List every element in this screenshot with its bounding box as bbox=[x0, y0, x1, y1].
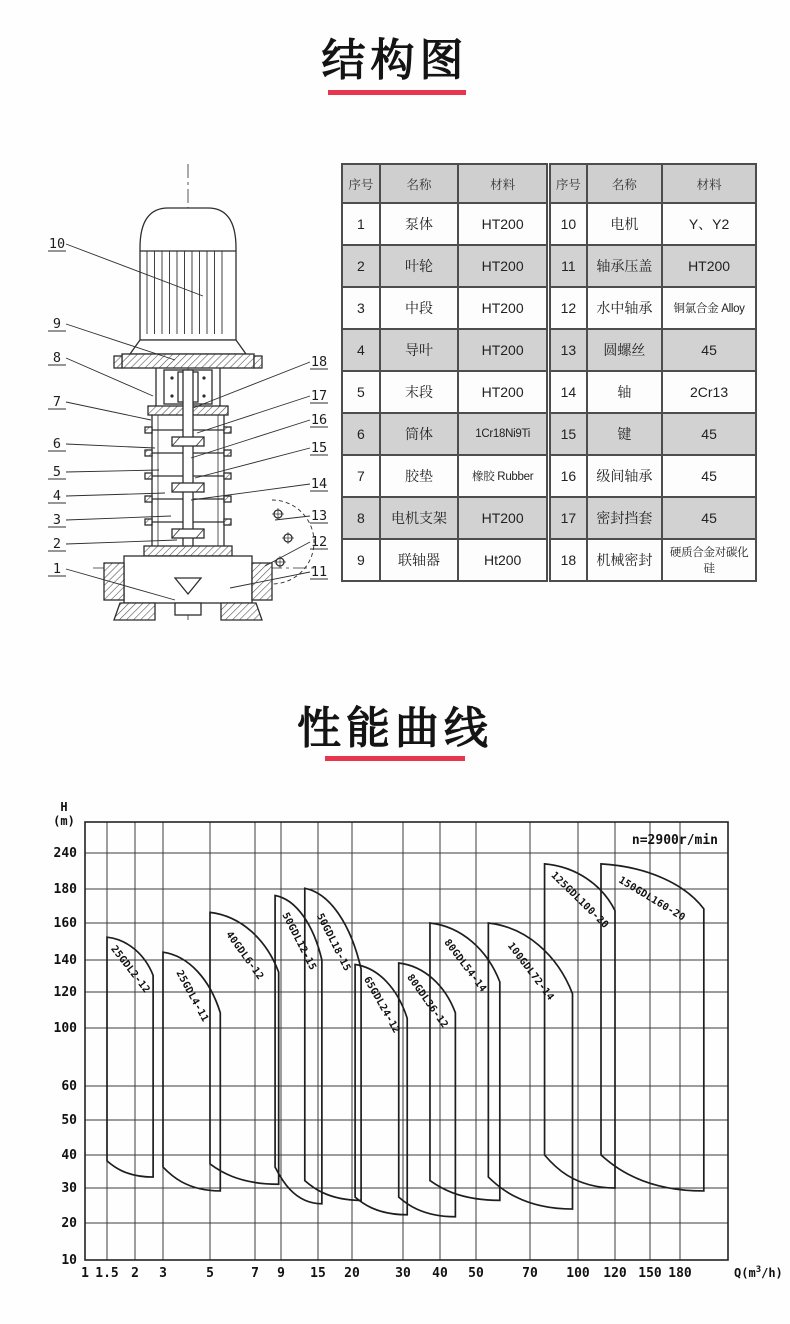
pump-curve-region bbox=[545, 864, 615, 1188]
table-row bbox=[342, 245, 547, 287]
y-axis-labels bbox=[54, 846, 78, 1268]
table-row bbox=[550, 245, 756, 287]
curve-label: 100GDL72-14 bbox=[505, 940, 556, 1003]
pump-curves bbox=[107, 864, 704, 1217]
table-row bbox=[342, 203, 547, 245]
curve-label: 65GDL24-12 bbox=[361, 974, 402, 1036]
pump-curve-region bbox=[601, 864, 704, 1191]
table-cell: 圆螺丝 bbox=[587, 329, 662, 371]
table-cell: 橡胶 Rubber bbox=[458, 455, 547, 497]
svg-text:10: 10 bbox=[61, 1253, 77, 1268]
table-row bbox=[550, 497, 756, 539]
part-number-label: 17 bbox=[310, 388, 328, 404]
svg-text:140: 140 bbox=[53, 953, 77, 968]
table-cell: 12 bbox=[550, 287, 587, 329]
curve-label: 25GDL4-11 bbox=[173, 968, 211, 1024]
part-number-label: 15 bbox=[310, 440, 328, 456]
svg-text:100: 100 bbox=[53, 1021, 77, 1036]
table-cell: 15 bbox=[550, 413, 587, 455]
pump-drawing bbox=[93, 164, 315, 620]
table-cell: HT200 bbox=[458, 497, 547, 539]
column-header: 序号 bbox=[342, 164, 380, 203]
svg-text:H: H bbox=[60, 800, 68, 814]
table-row bbox=[550, 329, 756, 371]
svg-text:50: 50 bbox=[61, 1113, 77, 1128]
svg-text:120: 120 bbox=[603, 1266, 627, 1281]
table-cell: 叶轮 bbox=[380, 245, 459, 287]
table-row bbox=[550, 371, 756, 413]
table-cell: 硬质合金对碳化硅 bbox=[662, 539, 756, 581]
curve-label: 50GDL18-15 bbox=[313, 911, 353, 974]
curve-label: 150GDL160-20 bbox=[616, 874, 687, 924]
x-axis-title: $Q(m^3/h)$ bbox=[734, 1265, 783, 1280]
table-cell: HT200 bbox=[458, 203, 547, 245]
table-cell: 9 bbox=[342, 539, 380, 581]
table-cell: HT200 bbox=[662, 245, 756, 287]
part-number-label: 1 bbox=[52, 561, 62, 577]
table-cell: 16 bbox=[550, 455, 587, 497]
table-cell: 14 bbox=[550, 371, 587, 413]
svg-text:150: 150 bbox=[638, 1266, 662, 1281]
table-cell: 机械密封 bbox=[587, 539, 662, 581]
svg-text:120: 120 bbox=[53, 985, 77, 1000]
curve-label: 50GDL12-15 bbox=[279, 910, 318, 973]
table-cell: 8 bbox=[342, 497, 380, 539]
curve-label: 80GDL54-14 bbox=[441, 937, 489, 995]
svg-text:9: 9 bbox=[277, 1266, 285, 1281]
table-cell: 中段 bbox=[380, 287, 459, 329]
table-cell: 17 bbox=[550, 497, 587, 539]
svg-text:7: 7 bbox=[251, 1266, 259, 1281]
table-cell: 铜氯合金 Alloy bbox=[662, 287, 756, 329]
table-cell: 泵体 bbox=[380, 203, 459, 245]
part-number-label: 14 bbox=[310, 476, 328, 492]
part-number-label: 8 bbox=[52, 350, 62, 366]
parts-table-right bbox=[549, 163, 757, 582]
svg-text:70: 70 bbox=[522, 1266, 538, 1281]
table-cell: 13 bbox=[550, 329, 587, 371]
part-number-label: 7 bbox=[52, 394, 62, 410]
table-cell: 3 bbox=[342, 287, 380, 329]
table-cell: 水中轴承 bbox=[587, 287, 662, 329]
part-number-label: 3 bbox=[52, 512, 62, 528]
table-cell: 2 bbox=[342, 245, 380, 287]
part-number-label: 6 bbox=[52, 436, 62, 452]
svg-text:40: 40 bbox=[61, 1148, 77, 1163]
table-cell: 筒体 bbox=[380, 413, 459, 455]
part-number-label: 2 bbox=[52, 536, 62, 552]
table-cell: 45 bbox=[662, 329, 756, 371]
table-cell: 45 bbox=[662, 455, 756, 497]
column-header: 材料 bbox=[458, 164, 547, 203]
performance-title: 性能曲线 bbox=[297, 704, 493, 753]
table-cell: 1Cr18Ni9Ti bbox=[458, 413, 547, 455]
table-cell: 18 bbox=[550, 539, 587, 581]
svg-text:50: 50 bbox=[468, 1266, 484, 1281]
svg-text:1.5: 1.5 bbox=[95, 1266, 119, 1281]
table-cell: 45 bbox=[662, 413, 756, 455]
table-cell: 联轴器 bbox=[380, 539, 459, 581]
svg-text:20: 20 bbox=[344, 1266, 360, 1281]
table-cell: HT200 bbox=[458, 329, 547, 371]
svg-text:160: 160 bbox=[53, 916, 77, 931]
table-row bbox=[550, 203, 756, 245]
x-axis-labels bbox=[81, 1266, 692, 1281]
performance-title-underline bbox=[325, 756, 465, 761]
table-row bbox=[342, 497, 547, 539]
table-row bbox=[342, 287, 547, 329]
table-cell: 轴 bbox=[587, 371, 662, 413]
curve-label: 80GDL36-12 bbox=[404, 972, 450, 1031]
column-header: 名称 bbox=[380, 164, 459, 203]
table-row bbox=[550, 413, 756, 455]
table-cell: 1 bbox=[342, 203, 380, 245]
table-row bbox=[342, 371, 547, 413]
table-cell: 11 bbox=[550, 245, 587, 287]
part-number-label: 18 bbox=[310, 354, 328, 370]
pump-structure-diagram bbox=[25, 148, 340, 630]
table-row bbox=[342, 413, 547, 455]
svg-text:(m): (m) bbox=[53, 814, 75, 828]
table-cell: HT200 bbox=[458, 371, 547, 413]
svg-text:180: 180 bbox=[53, 882, 77, 897]
table-cell: 2Cr13 bbox=[662, 371, 756, 413]
table-cell: 键 bbox=[587, 413, 662, 455]
svg-text:5: 5 bbox=[206, 1266, 214, 1281]
svg-text:20: 20 bbox=[61, 1216, 77, 1231]
svg-text:15: 15 bbox=[310, 1266, 326, 1281]
part-number-label: 9 bbox=[52, 316, 62, 332]
table-cell: 胶垫 bbox=[380, 455, 459, 497]
table-row bbox=[550, 539, 756, 581]
structure-title-underline bbox=[328, 90, 466, 95]
table-cell: 轴承压盖 bbox=[587, 245, 662, 287]
part-number-label: 4 bbox=[52, 488, 62, 504]
curve-label: 25GDL2-12 bbox=[108, 943, 152, 996]
column-header: 名称 bbox=[587, 164, 662, 203]
svg-text:180: 180 bbox=[668, 1266, 692, 1281]
svg-text:60: 60 bbox=[61, 1079, 77, 1094]
part-number-label: 16 bbox=[310, 412, 328, 428]
svg-text:30: 30 bbox=[61, 1181, 77, 1196]
part-number-label: 11 bbox=[310, 564, 328, 580]
table-cell: HT200 bbox=[458, 287, 547, 329]
part-number-label: 12 bbox=[310, 534, 328, 550]
y-axis-title bbox=[53, 800, 75, 828]
table-cell: 导叶 bbox=[380, 329, 459, 371]
svg-text:1: 1 bbox=[81, 1266, 89, 1281]
svg-text:240: 240 bbox=[53, 846, 77, 861]
structure-title: 结构图 bbox=[321, 36, 469, 85]
table-cell: 末段 bbox=[380, 371, 459, 413]
table-cell: 4 bbox=[342, 329, 380, 371]
svg-text:30: 30 bbox=[395, 1266, 411, 1281]
speed-annotation: n=2900r/min bbox=[631, 833, 718, 848]
table-cell: 级间轴承 bbox=[587, 455, 662, 497]
table-cell: 电机 bbox=[587, 203, 662, 245]
table-cell: 5 bbox=[342, 371, 380, 413]
table-cell: Ht200 bbox=[458, 539, 547, 581]
performance-chart bbox=[20, 795, 785, 1315]
table-cell: 10 bbox=[550, 203, 587, 245]
table-cell: 7 bbox=[342, 455, 380, 497]
parts-table-left bbox=[341, 163, 548, 582]
svg-text:3: 3 bbox=[159, 1266, 167, 1281]
svg-text:2: 2 bbox=[131, 1266, 139, 1281]
table-header-row bbox=[342, 164, 547, 203]
table-row bbox=[342, 539, 547, 581]
table-cell: 45 bbox=[662, 497, 756, 539]
table-cell: 电机支架 bbox=[380, 497, 459, 539]
column-header: 材料 bbox=[662, 164, 756, 203]
table-cell: HT200 bbox=[458, 245, 547, 287]
column-header: 序号 bbox=[550, 164, 587, 203]
part-number-label: 13 bbox=[310, 508, 328, 524]
table-cell: 6 bbox=[342, 413, 380, 455]
table-cell: 密封挡套 bbox=[587, 497, 662, 539]
table-row bbox=[342, 455, 547, 497]
table-cell: Y、Y2 bbox=[662, 203, 756, 245]
svg-text:40: 40 bbox=[432, 1266, 448, 1281]
part-number-label: 10 bbox=[48, 236, 66, 252]
curve-label: 40GDL6-12 bbox=[223, 929, 266, 983]
part-number-label: 5 bbox=[52, 464, 62, 480]
table-header-row bbox=[550, 164, 756, 203]
curve-label: 125GDL100-20 bbox=[548, 870, 611, 931]
table-row bbox=[550, 287, 756, 329]
svg-text:100: 100 bbox=[566, 1266, 590, 1281]
table-row bbox=[342, 329, 547, 371]
table-row bbox=[550, 455, 756, 497]
